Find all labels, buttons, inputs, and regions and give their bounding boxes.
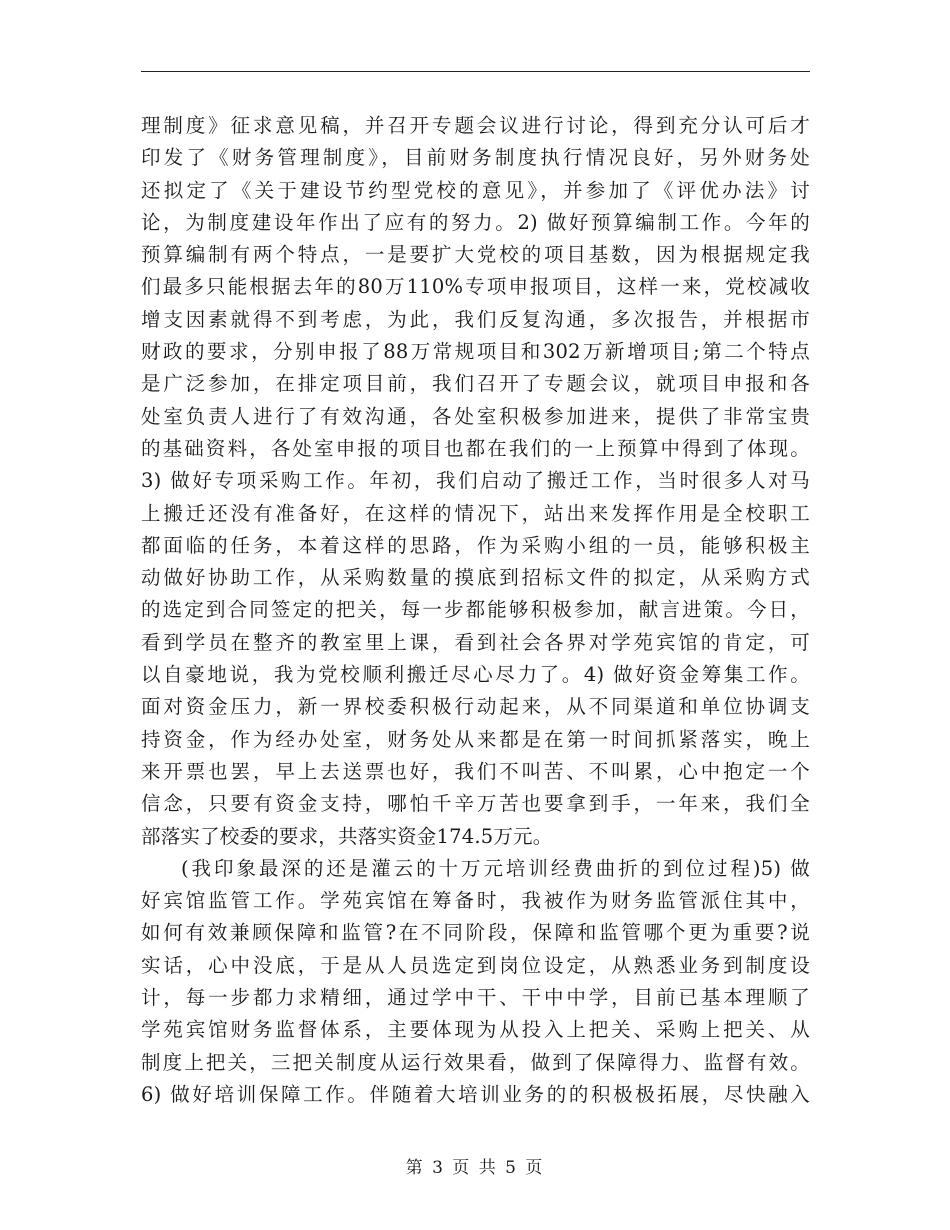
text-line: 预算编制有两个特点，一是要扩大党校的项目基数，因为根据规定我	[141, 243, 810, 267]
text-line: 的基础资料，各处室申报的项目也都在我们的一上预算中得到了体现。	[141, 436, 810, 460]
text-line: 面对资金压力，新一界校委积极行动起来，从不同渠道和单位协调支	[141, 695, 810, 719]
text-line: 的选定到合同签定的把关，每一步都能够积极参加，献言进策。今日，	[141, 598, 810, 622]
text-line: 还拟定了《关于建设节约型党校的意见》，并参加了《评优办法》讨	[141, 178, 810, 202]
text-line: 实话，心中没底，于是从人员选定到岗位设定，从熟悉业务到制度设	[141, 953, 810, 977]
text-line: 都面临的任务，本着这样的思路，作为采购小组的一员，能够积极主	[141, 533, 810, 557]
text-line: 处室负责人进行了有效沟通，各处室积极参加进来，提供了非常宝贵	[141, 404, 810, 428]
text-line: (我印象最深的还是灌云的十万元培训经费曲折的到位过程)5) 做	[181, 856, 810, 880]
text-line: 看到学员在整齐的教室里上课，看到社会各界对学苑宾馆的肯定，可	[141, 630, 810, 654]
paragraph-2	[141, 853, 810, 1111]
text-line: 如何有效兼顾保障和监管?在不同阶段，保障和监管哪个更为重要?说	[141, 921, 810, 945]
text-line: 上搬迁还没有准备好，在这样的情况下，站出来发挥作用是全校职工	[141, 501, 810, 525]
text-line: 理制度》征求意见稿，并召开专题会议进行讨论，得到充分认可后才	[141, 114, 810, 137]
text-line: 来开票也罢，早上去送票也好，我们不叫苦、不叫累，心中抱定一个	[141, 759, 810, 783]
text-line: 增支因素就得不到考虑，为此，我们反复沟通，多次报告，并根据市	[141, 307, 810, 331]
text-line: 以自豪地说，我为党校顺利搬迁尽心尽力了。4) 做好资金筹集工作。	[141, 663, 810, 687]
text-line: 制度上把关，三把关制度从运行效果看，做到了保障得力、监督有效。	[141, 1050, 810, 1074]
text-line: 动做好协助工作，从采购数量的摸底到招标文件的拟定，从采购方式	[141, 566, 810, 590]
text-line: 部落实了校委的要求，共落实资金174.5万元。	[141, 824, 553, 848]
paragraph-1	[141, 110, 810, 853]
text-line: 信念，只要有资金支持，哪怕千辛万苦也要拿到手，一年来，我们全	[141, 792, 810, 816]
text-line: 3) 做好专项采购工作。年初，我们启动了搬迁工作，当时很多人对马	[141, 469, 810, 493]
header-rule	[141, 71, 810, 72]
page-number-footer: 第 3 页 共 5 页	[405, 1158, 545, 1178]
text-line: 计，每一步都力求精细，通过学中干、干中中学，目前已基本理顺了	[141, 986, 810, 1010]
text-line: 好宾馆监管工作。学苑宾馆在筹备时，我被作为财务监管派住其中，	[141, 889, 810, 913]
text-line: 学苑宾馆财务监督体系，主要体现为从投入上把关、采购上把关、从	[141, 1018, 810, 1042]
text-line: 论，为制度建设年作出了应有的努力。2) 做好预算编制工作。今年的	[141, 210, 810, 234]
text-line: 持资金，作为经办处室，财务处从来都是在第一时间抓紧落实，晚上	[141, 727, 810, 751]
text-line: 们最多只能根据去年的80万110%专项申报项目，这样一来，党校减收	[141, 275, 810, 299]
document-body	[141, 110, 810, 1111]
text-line: 印发了《财务管理制度》，目前财务制度执行情况良好，另外财务处	[141, 146, 810, 170]
text-line: 6) 做好培训保障工作。伴随着大培训业务的的积极极拓展，尽快融入	[141, 1082, 810, 1106]
text-line: 是广泛参加，在排定项目前，我们召开了专题会议，就项目申报和各	[141, 372, 810, 396]
text-line: 财政的要求，分别申报了88万常规项目和302万新增项目;第二个特点	[141, 340, 810, 364]
